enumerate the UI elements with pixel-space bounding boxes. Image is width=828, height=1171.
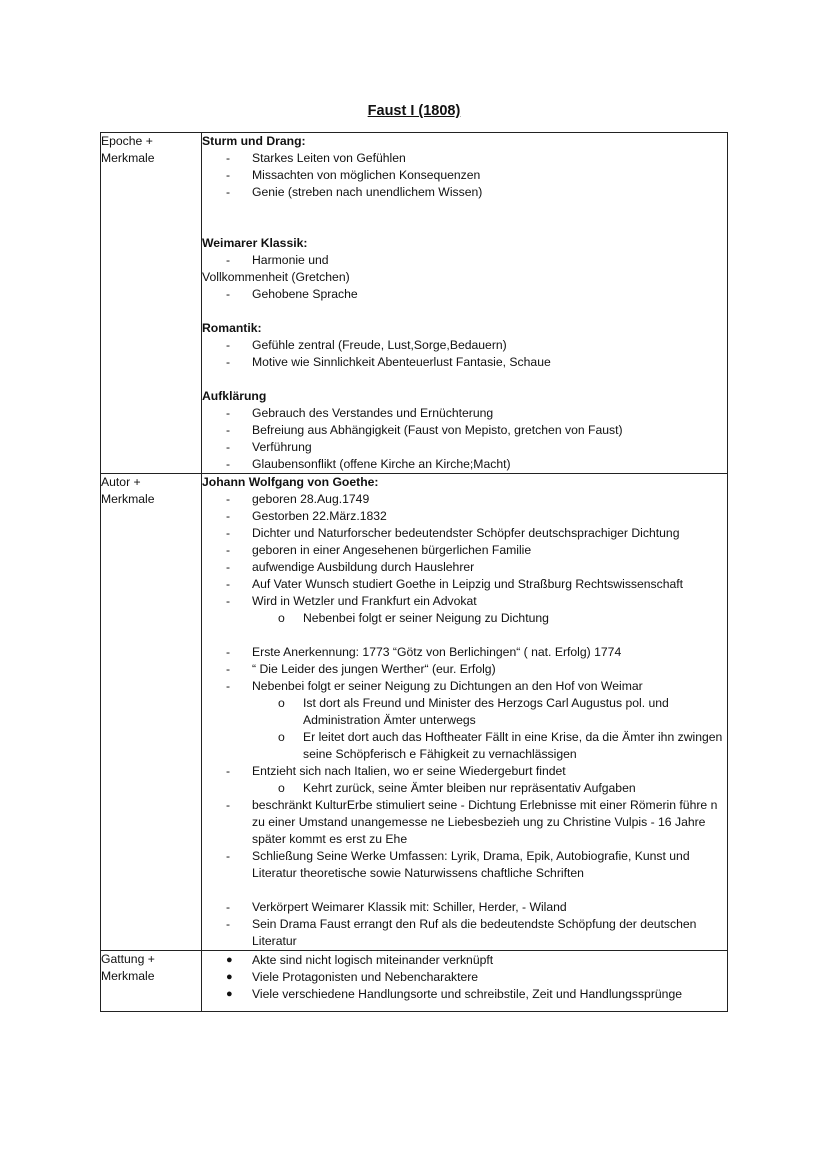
table-row-gattung bbox=[101, 951, 728, 1012]
list-item: ● Akte sind nicht logisch miteinander verknüpft bbox=[226, 953, 494, 967]
list-item: - Gehobene Sprache bbox=[226, 287, 358, 301]
document-title: Faust I (1808) bbox=[367, 103, 461, 119]
section-heading-aufklaerung: Aufklärung bbox=[202, 389, 267, 403]
row-label-line: Autor + bbox=[101, 475, 141, 489]
list-item: ● Viele verschiedene Handlungsorte und schreibstile, Zeit und Handlungssprünge bbox=[226, 987, 682, 1001]
sub-list-item: o Kehrt zurück, seine Ämter bleiben nur repräsentativ Aufgaben bbox=[278, 781, 636, 795]
section-heading-weimarer-klassik: Weimarer Klassik: bbox=[202, 236, 308, 250]
author-heading: Johann Wolfgang von Goethe: bbox=[202, 475, 379, 489]
gattung-content bbox=[202, 951, 728, 1012]
dash-marker: - bbox=[226, 594, 231, 608]
dash-marker: - bbox=[226, 900, 231, 914]
circle-marker: o bbox=[278, 611, 285, 625]
dash-marker: - bbox=[226, 440, 231, 454]
list-item: - Entzieht sich nach Italien, wo er seine Wiedergeburt findet bbox=[226, 764, 566, 778]
list-item: - Schließung Seine Werke Umfassen: Lyrik, Drama, Epik, Autobiografie, Kunst und Literatur theoretische sowie Naturwissens chaftliche Schriften bbox=[226, 849, 690, 880]
list-item: - beschränkt KulturErbe stimuliert seine - Dichtung Erlebnisse mit einer Römerin führe n zu einer Umstand unangemesse ne Liebesbezieh ung zu Christine Vulpis - 16 Jahre später kommt es erst zu Ehe bbox=[226, 798, 718, 846]
list-item: - Starkes Leiten von Gefühlen bbox=[226, 151, 406, 165]
row-label-epoche bbox=[101, 133, 202, 474]
list-item: - Nebenbei folgt er seiner Neigung zu Dichtungen an den Hof von Weimar bbox=[226, 679, 643, 693]
row-label-line: Merkmale bbox=[101, 969, 155, 983]
row-label-gattung bbox=[101, 951, 202, 1012]
dash-marker: - bbox=[226, 662, 231, 676]
dash-marker: - bbox=[226, 917, 231, 931]
row-label-autor bbox=[101, 474, 202, 951]
circle-marker: o bbox=[278, 730, 285, 744]
sub-list-item: o Nebenbei folgt er seiner Neigung zu Dichtung bbox=[278, 611, 549, 625]
bullet-marker: ● bbox=[226, 971, 233, 983]
circle-marker: o bbox=[278, 781, 285, 795]
list-item: - Gebrauch des Verstandes und Ernüchterung bbox=[226, 406, 494, 420]
table-row-epoche bbox=[101, 133, 728, 474]
list-item: ● Viele Protagonisten und Nebencharaktere bbox=[226, 970, 479, 984]
dash-marker: - bbox=[226, 406, 231, 420]
autor-content bbox=[202, 474, 728, 951]
list-item: - Genie (streben nach unendlichem Wissen) bbox=[226, 185, 483, 199]
dash-marker: - bbox=[226, 423, 231, 437]
list-item: - Wird in Wetzler und Frankfurt ein Advokat bbox=[226, 594, 477, 608]
list-item: - Harmonie und bbox=[226, 253, 329, 267]
list-item: - Verführung bbox=[226, 440, 312, 454]
list-item: - Erste Anerkennung: 1773 “Götz von Berlichingen“ ( nat. Erfolg) 1774 bbox=[226, 645, 622, 659]
table-row-autor bbox=[101, 474, 728, 951]
dash-marker: - bbox=[226, 526, 231, 540]
list-item: - Dichter und Naturforscher bedeutendster Schöpfer deutschsprachiger Dichtung bbox=[226, 526, 680, 540]
list-item: - “ Die Leider des jungen Werther“ (eur. Erfolg) bbox=[226, 662, 496, 676]
dash-marker: - bbox=[226, 253, 231, 267]
dash-marker: - bbox=[226, 355, 231, 369]
dash-marker: - bbox=[226, 287, 231, 301]
bullet-marker: ● bbox=[226, 954, 233, 966]
dash-marker: - bbox=[226, 151, 231, 165]
dash-marker: - bbox=[226, 679, 231, 693]
dash-marker: - bbox=[226, 764, 231, 778]
list-item: - Sein Drama Faust errangt den Ruf als die bedeutendste Schöpfung der deutschen Literatur bbox=[226, 917, 697, 948]
row-label-line: Epoche + bbox=[101, 134, 153, 148]
list-item: - Glaubensonflikt (offene Kirche an Kirche;Macht) bbox=[226, 457, 511, 471]
dash-marker: - bbox=[226, 560, 231, 574]
dash-marker: - bbox=[226, 168, 231, 182]
list-item: - Auf Vater Wunsch studiert Goethe in Leipzig und Straßburg Rechtswissenschaft bbox=[226, 577, 684, 591]
list-item: - Gestorben 22.März.1832 bbox=[226, 509, 387, 523]
list-item: - geboren 28.Aug.1749 bbox=[226, 492, 370, 506]
dash-marker: - bbox=[226, 509, 231, 523]
list-item: - aufwendige Ausbildung durch Hauslehrer bbox=[226, 560, 475, 574]
row-label-line: Gattung + bbox=[101, 952, 155, 966]
dash-marker: - bbox=[226, 798, 231, 812]
circle-marker: o bbox=[278, 696, 285, 710]
section-heading-sturm-und-drang: Sturm und Drang: bbox=[202, 134, 306, 148]
row-label-line: Merkmale bbox=[101, 492, 155, 506]
dash-marker: - bbox=[226, 543, 231, 557]
list-item: - Befreiung aus Abhängigkeit (Faust von Mepisto, gretchen von Faust) bbox=[226, 423, 623, 437]
list-item: - geboren in einer Angesehenen bürgerlichen Familie bbox=[226, 543, 532, 557]
section-heading-romantik: Romantik: bbox=[202, 321, 262, 335]
list-item: - Missachten von möglichen Konsequenzen bbox=[226, 168, 481, 182]
dash-marker: - bbox=[226, 185, 231, 199]
dash-marker: - bbox=[226, 492, 231, 506]
row-label-line: Merkmale bbox=[101, 151, 155, 165]
dash-marker: - bbox=[226, 577, 231, 591]
dash-marker: - bbox=[226, 645, 231, 659]
list-item: - Verkörpert Weimarer Klassik mit: Schiller, Herder, - Wiland bbox=[226, 900, 567, 914]
list-item: - Gefühle zentral (Freude, Lust,Sorge,Bedauern) bbox=[226, 338, 507, 352]
dash-marker: - bbox=[226, 457, 231, 471]
bullet-marker: ● bbox=[226, 988, 233, 1000]
dash-marker: - bbox=[226, 849, 231, 863]
faust-table bbox=[100, 132, 728, 1012]
list-item: - Motive wie Sinnlichkeit Abenteuerlust Fantasie, Schaue bbox=[226, 355, 551, 369]
dash-marker: - bbox=[226, 338, 231, 352]
sub-list-item: o Er leitet dort auch das Hoftheater Fällt in eine Krise, da die Ämter ihn zwingen seine Schöpferisch e Fähigkeit zu vernachlässigen bbox=[278, 730, 723, 761]
list-item-continuation: Vollkommenheit (Gretchen) bbox=[202, 270, 350, 284]
epoche-content bbox=[202, 133, 728, 474]
sub-list-item: o Ist dort als Freund und Minister des Herzogs Carl Augustus pol. und Administration Ämter unterwegs bbox=[278, 696, 669, 727]
